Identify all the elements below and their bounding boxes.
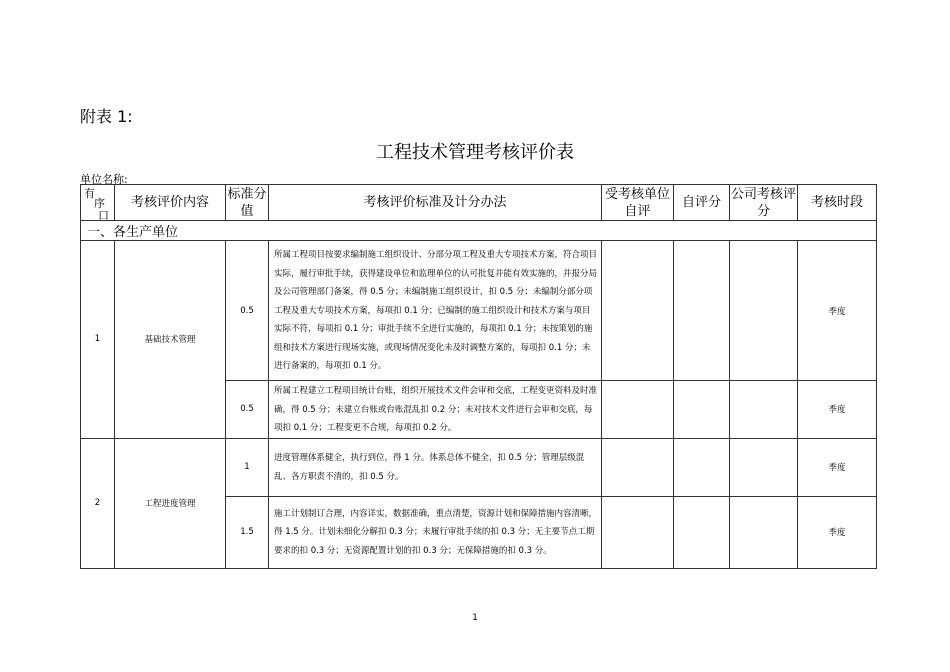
self-score-cell bbox=[674, 241, 730, 381]
header-criteria: 考核评价标准及计分办法 bbox=[269, 185, 602, 221]
header-row bbox=[81, 185, 877, 221]
header-content: 考核评价内容 bbox=[115, 185, 226, 221]
header-seq-part1: 有 bbox=[84, 187, 95, 200]
table-row bbox=[81, 438, 877, 496]
content-cell: 工程进度管理 bbox=[115, 438, 226, 568]
score-cell: 1.5 bbox=[226, 496, 269, 568]
score-cell: 1 bbox=[226, 438, 269, 496]
header-std-score: 标准分值 bbox=[227, 186, 267, 219]
self-score-cell bbox=[674, 496, 730, 568]
company-score-cell bbox=[730, 496, 798, 568]
unit-self-eval-cell bbox=[602, 438, 674, 496]
header-seq-part3: 口 bbox=[98, 209, 109, 222]
score-cell: 0.5 bbox=[226, 381, 269, 439]
criteria-cell: 施工计划制订合理，内容详实，数据准确，重点清楚，资源计划和保障措施内容清晰，得 1.5 分。计划未细化分解扣 0.3 分；未履行审批手续的扣 0.3 分；无主要节点工期要求的扣 0.3 分；无资源配置计划的扣 0.3 分；无保障措施的扣 0.3 分。 bbox=[269, 496, 602, 568]
table-row bbox=[81, 241, 877, 381]
self-score-cell bbox=[674, 438, 730, 496]
company-score-cell bbox=[730, 381, 798, 439]
header-period: 考核时段 bbox=[798, 185, 877, 221]
header-seq bbox=[81, 185, 115, 221]
unit-self-eval-cell bbox=[602, 241, 674, 381]
period-cell: 季度 bbox=[798, 241, 877, 381]
score-cell: 0.5 bbox=[226, 241, 269, 381]
header-seq-part2: 序 bbox=[94, 197, 105, 210]
evaluation-table bbox=[80, 184, 877, 569]
content-cell: 基础技术管理 bbox=[115, 241, 226, 439]
header-unit-self-eval: 受考核单位自评 bbox=[602, 185, 674, 221]
period-cell: 季度 bbox=[798, 496, 877, 568]
page-number: 1 bbox=[472, 613, 478, 623]
section-title: 一、各生产单位 bbox=[81, 221, 877, 241]
page-title: 工程技术管理考核评价表 bbox=[376, 142, 574, 163]
header-company-score: 公司考核评分 bbox=[730, 186, 796, 219]
self-score-cell bbox=[674, 381, 730, 439]
unit-name-label: 单位名称: bbox=[80, 173, 128, 186]
unit-self-eval-cell bbox=[602, 381, 674, 439]
company-score-cell bbox=[730, 241, 798, 381]
criteria-cell: 所属工程项目按要求编制施工组织设计、分部分项工程及重大专项技术方案，符合项目实际，履行审批手续，获得建设单位和监理单位的认可批复并能有效实施的，并报分局及公司管理部门备案，得 0.5 分；未编制施工组织设计，扣 0.5 分；未编制分部分项工程及重大专项技术方案，每项扣 0.1 分；已编制的施工组织设计和技术方案与项目实际不符，每项扣 0.1 分；审批手续不全进行实施的，每项扣 0.1 分；未按策划的施组和技术方案进行现场实施，或现场情况变化未及时调整方案的，每项扣 0.1 分；未进行备案的，每项扣 0.1 分。 bbox=[269, 241, 602, 381]
period-cell: 季度 bbox=[798, 438, 877, 496]
header-self-score: 自评分 bbox=[674, 185, 730, 221]
period-cell: 季度 bbox=[798, 381, 877, 439]
company-score-cell bbox=[730, 438, 798, 496]
section-row bbox=[81, 221, 877, 241]
seq-cell: 2 bbox=[81, 438, 115, 568]
appendix-label: 附表 1: bbox=[80, 107, 133, 126]
unit-self-eval-cell bbox=[602, 496, 674, 568]
criteria-cell: 进度管理体系健全，执行到位，得 1 分。体系总体不健全，扣 0.5 分；管理层级混乱、各方职责不清的，扣 0.5 分。 bbox=[269, 438, 602, 496]
criteria-cell: 所属工程建立工程项目统计台账，组织开展技术文件会审和交底，工程变更资料及时准确，得 0.5 分；未建立台账或台账混乱扣 0.2 分；未对技术文件进行会审和交底，每项扣 0.1 分；工程变更不合规，每项扣 0.2 分。 bbox=[269, 381, 602, 439]
seq-cell: 1 bbox=[81, 241, 115, 439]
